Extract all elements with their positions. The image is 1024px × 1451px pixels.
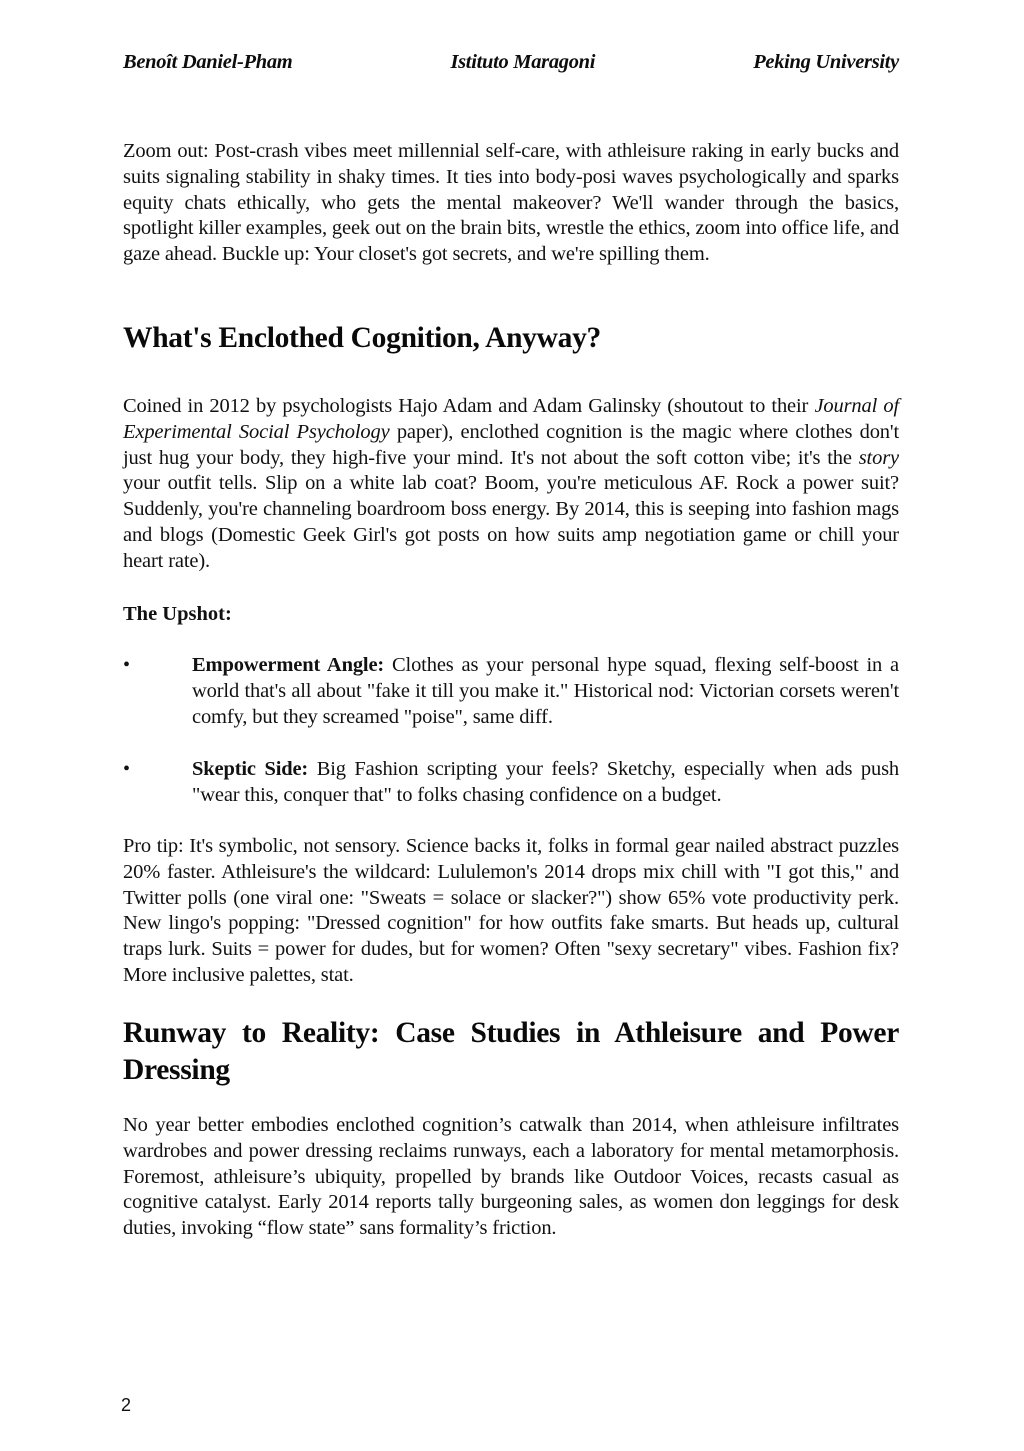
enclothed-cognition-paragraph — [123, 394, 899, 575]
bullet-icon: • — [123, 758, 131, 780]
paragraph-text: Coined in 2012 by psychologists Hajo Adam and Adam Galinsky (shoutout to their — [123, 395, 815, 417]
bullet-text — [192, 757, 899, 809]
header-author: Benoît Daniel-Pham — [123, 51, 293, 73]
section-heading-enclothed-cognition: What's Enclothed Cognition, Anyway? — [123, 322, 601, 354]
page-number: 2 — [121, 1395, 132, 1415]
bullet-lead: Skeptic Side: — [192, 758, 309, 780]
running-header — [123, 51, 899, 74]
paragraph-text: your outfit tells. Slip on a white lab coat? Boom, you're meticulous AF. Rock a power suit? Suddenly, you're channeling boardroom boss energy. By 2014, this is seeping into fashion mags and blogs (Domestic Geek Girl's got posts on how suits amp negotiation game or chill your heart rate). — [123, 472, 899, 572]
emphasis-story: story — [858, 446, 899, 469]
bullet-body: Clothes as your personal hype squad, flexing self-boost in a world that's all about "fake it till you make it." Historical nod: Victorian corsets weren't comfy, but they screamed "poise", same diff. — [192, 654, 899, 728]
header-institution-2: Peking University — [753, 51, 899, 73]
bullet-icon: • — [123, 654, 131, 676]
intro-paragraph: Zoom out: Post-crash vibes meet millennial self-care, with athleisure raking in early bucks and suits signaling stability in shaky times. It ties into body-posi waves psychologically and sparks equity chats ethically, who gets the mental makeover? We'll wander through the basics, spotlight killer examples, geek out on the brain bits, wrestle the ethics, zoom into office life, and gaze ahead. Buckle up: Your closet's got secrets, and we're spilling them. — [123, 140, 899, 266]
journal-title: Journal of Experimental Social Psychology — [123, 395, 900, 443]
bullet-lead: Empowerment Angle: — [192, 654, 385, 676]
header-institution-1: Istituto Maragoni — [450, 51, 596, 73]
runway-paragraph: No year better embodies enclothed cognition’s catwalk than 2014, when athleisure infiltrates wardrobes and power dressing reclaims runways, each a laboratory for mental metamorphosis. Foremost, athleisure’s ubiquity, propelled by brands like Outdoor Voices, recasts casual as cognitive catalyst. Early 2014 reports tally burgeoning sales, as women don leggings for desk duties, invoking “flow state” sans formality’s friction. — [123, 1114, 899, 1240]
paragraph-text: paper), enclothed cognition is the magic where clothes don't just hug your body, they high-five your mind. It's not about the soft cotton vibe; it's the — [123, 420, 899, 469]
bullet-text — [192, 653, 899, 730]
section-heading-runway-to-reality: Runway to Reality: Case Studies in Athleisure and Power Dressing — [123, 1017, 899, 1086]
bullet-body: Big Fashion scripting your feels? Sketchy, especially when ads push "wear this, conquer that" to folks chasing confidence on a budget. — [192, 758, 899, 806]
pro-tip-paragraph: Pro tip: It's symbolic, not sensory. Science backs it, folks in formal gear nailed abstract puzzles 20% faster. Athleisure's the wildcard: Lululemon's 2014 drops mix chill with "I got this," and Twitter polls (one viral one: "Sweats = solace or slacker?") show 65% vote productivity perk. New lingo's popping: "Dressed cognition" for how outfits fake smarts. But heads up, cultural traps lurk. Suits = power for dudes, but for women? Often "sexy secretary" vibes. Fashion fix? More inclusive palettes, stat. — [123, 835, 899, 986]
upshot-subheading: The Upshot: — [123, 603, 232, 625]
